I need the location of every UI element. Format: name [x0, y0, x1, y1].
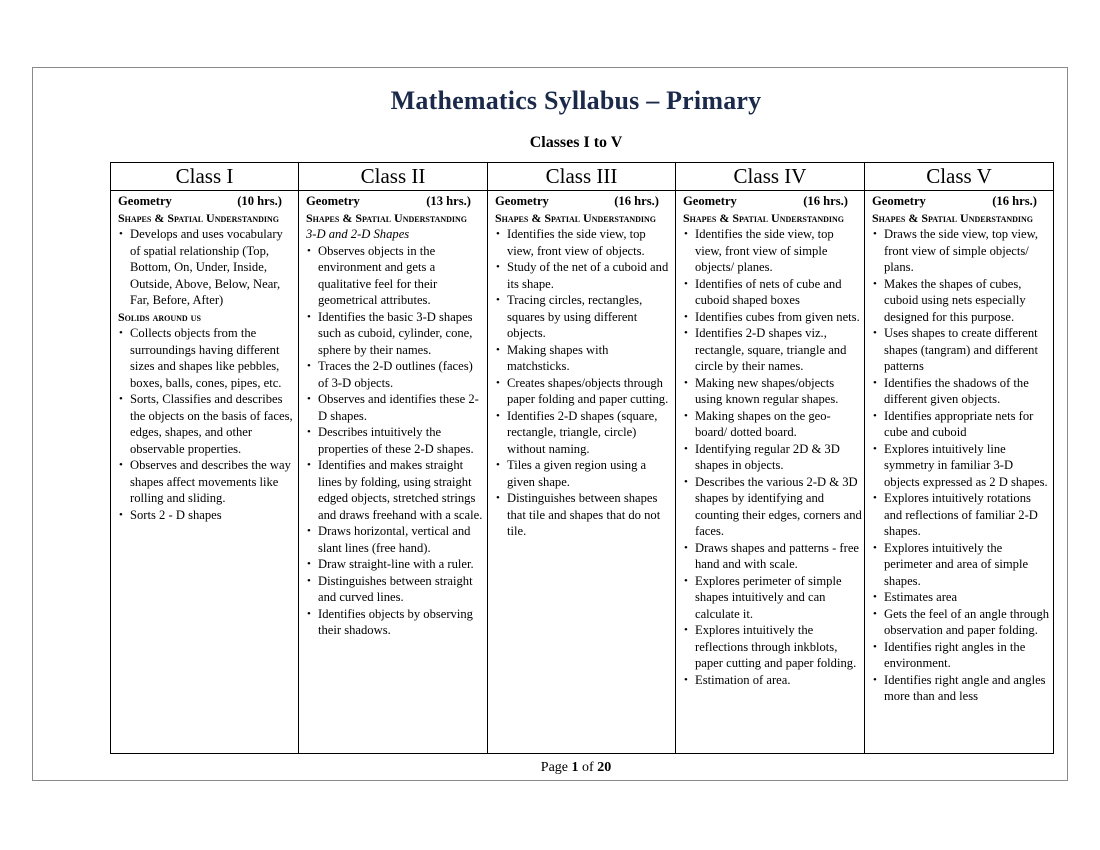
- topic-hours: (16 hrs.): [992, 194, 1037, 208]
- topic-heading: [306, 193, 485, 210]
- section-heading: Shapes & Spatial Understanding: [118, 210, 280, 225]
- outcome-item: • Draws horizontal, vertical and slant lines (free hand).: [306, 523, 485, 556]
- section-heading: Shapes & Spatial Understanding: [872, 210, 1034, 225]
- outcome-item: • Uses shapes to create different shapes (tangram) and different patterns: [872, 325, 1051, 375]
- outcome-item: • Traces the 2-D outlines (faces) of 3-D objects.: [306, 358, 485, 391]
- column-cell: [865, 191, 1054, 754]
- outcome-item: • Study of the net of a cuboid and its shape.: [495, 259, 673, 292]
- topic-name: Geometry: [118, 194, 172, 208]
- section-heading: Shapes & Spatial Understanding: [495, 210, 657, 225]
- outcome-item: • Explores intuitively the reflections through inkblots, paper cutting and paper folding.: [683, 622, 862, 672]
- section-heading: Shapes & Spatial Understanding: [306, 210, 468, 225]
- column-header: Class III: [488, 163, 676, 191]
- outcome-item: • Observes objects in the environment and gets a qualitative feel for their geometrical attributes.: [306, 243, 485, 309]
- outcome-item: • Identifies right angle and angles more than and less: [872, 672, 1051, 705]
- outcome-item: • Identifying regular 2D & 3D shapes in objects.: [683, 441, 862, 474]
- topic-name: Geometry: [872, 194, 926, 208]
- topic-hours: (16 hrs.): [803, 194, 848, 208]
- page-footer: [0, 760, 1100, 776]
- column-header: Class II: [299, 163, 488, 191]
- header-row: [111, 163, 1054, 191]
- outcome-item: • Making shapes with matchsticks.: [495, 342, 673, 375]
- outcome-list: [118, 226, 296, 309]
- outcome-item: • Describes intuitively the properties of these 2-D shapes.: [306, 424, 485, 457]
- outcome-item: • Tiles a given region using a given shape.: [495, 457, 673, 490]
- outcome-item: • Describes the various 2-D & 3D shapes by identifying and counting their edges, corners and faces.: [683, 474, 862, 540]
- outcome-list: [306, 243, 485, 639]
- outcome-list: [683, 226, 862, 688]
- outcome-item: • Identifies and makes straight lines by folding, using straight edged objects, stretched strings and draws freehand with a scale.: [306, 457, 485, 523]
- outcome-list: [872, 226, 1051, 705]
- outcome-item: • Estimates area: [872, 589, 1051, 606]
- content-row: [111, 191, 1054, 754]
- outcome-item: • Explores intuitively rotations and reflections of familiar 2-D shapes.: [872, 490, 1051, 540]
- outcome-item: • Identifies right angles in the environment.: [872, 639, 1051, 672]
- outcome-item: • Identifies objects by observing their shadows.: [306, 606, 485, 639]
- outcome-item: • Identifies cubes from given nets.: [683, 309, 862, 326]
- section-subheading: 3-D and 2-D Shapes: [306, 227, 410, 241]
- outcome-item: • Gets the feel of an angle through observation and paper folding.: [872, 606, 1051, 639]
- section-heading: Shapes & Spatial Understanding: [683, 210, 845, 225]
- topic-heading: [495, 193, 673, 210]
- topic-name: Geometry: [306, 194, 360, 208]
- column-header: Class V: [865, 163, 1054, 191]
- outcome-item: • Identifies appropriate nets for cube and cuboid: [872, 408, 1051, 441]
- column-cell: [111, 191, 299, 754]
- outcome-list: [118, 325, 296, 523]
- outcome-item: • Explores intuitively the perimeter and area of simple shapes.: [872, 540, 1051, 590]
- outcome-item: • Distinguishes between straight and curved lines.: [306, 573, 485, 606]
- topic-name: Geometry: [495, 194, 549, 208]
- column-header: Class I: [111, 163, 299, 191]
- page-current: 1: [571, 760, 579, 775]
- outcome-item: • Makes the shapes of cubes, cuboid using nets especially designed for this purpose.: [872, 276, 1051, 326]
- outcome-item: • Distinguishes between shapes that tile and shapes that do not tile.: [495, 490, 673, 540]
- outcome-item: • Draw straight-line with a ruler.: [306, 556, 485, 573]
- outcome-item: • Draws shapes and patterns - free hand and with scale.: [683, 540, 862, 573]
- outcome-item: • Explores intuitively line symmetry in familiar 3-D objects expressed as 2 D shapes.: [872, 441, 1051, 491]
- column-cell: [676, 191, 865, 754]
- outcome-item: • Identifies the basic 3-D shapes such as cuboid, cylinder, cone, sphere by their names.: [306, 309, 485, 359]
- topic-heading: [118, 193, 296, 210]
- outcome-item: • Identifies of nets of cube and cuboid shaped boxes: [683, 276, 862, 309]
- outcome-list: [495, 226, 673, 540]
- column-header: Class IV: [676, 163, 865, 191]
- topic-hours: (10 hrs.): [237, 194, 282, 208]
- syllabus-table: [110, 162, 1054, 754]
- section-heading: Solids around us: [118, 309, 201, 324]
- outcome-item: • Observes and identifies these 2-D shapes.: [306, 391, 485, 424]
- page-label: Page: [540, 760, 572, 775]
- outcome-item: • Sorts 2 - D shapes: [118, 507, 296, 524]
- outcome-item: • Develops and uses vocabulary of spatial relationship (Top, Bottom, On, Under, Inside, Outside, Above, Below, Near, Far, Before, After): [118, 226, 296, 309]
- column-cell: [488, 191, 676, 754]
- outcome-item: • Explores perimeter of simple shapes intuitively and can calculate it.: [683, 573, 862, 623]
- outcome-item: • Observes and describes the way shapes affect movements like rolling and sliding.: [118, 457, 296, 507]
- page-of: of: [578, 760, 598, 775]
- outcome-item: • Sorts, Classifies and describes the objects on the basis of faces, edges, shapes, and other observable properties.: [118, 391, 296, 457]
- outcome-item: • Identifies 2-D shapes viz., rectangle, square, triangle and circle by their names.: [683, 325, 862, 375]
- topic-heading: [872, 193, 1051, 210]
- outcome-item: • Tracing circles, rectangles, squares by using different objects.: [495, 292, 673, 342]
- outcome-item: • Estimation of area.: [683, 672, 862, 689]
- page-title: Mathematics Syllabus – Primary: [390, 86, 762, 115]
- topic-heading: [683, 193, 862, 210]
- outcome-item: • Identifies the shadows of the different given objects.: [872, 375, 1051, 408]
- outcome-item: • Draws the side view, top view, front view of simple objects/ plans.: [872, 226, 1051, 276]
- outcome-item: • Identifies 2-D shapes (square, rectangle, triangle, circle) without naming.: [495, 408, 673, 458]
- outcome-item: • Creates shapes/objects through paper folding and paper cutting.: [495, 375, 673, 408]
- column-cell: [299, 191, 488, 754]
- page-subtitle: Classes I to V: [529, 134, 623, 151]
- topic-name: Geometry: [683, 194, 737, 208]
- outcome-item: • Making shapes on the geo-board/ dotted board.: [683, 408, 862, 441]
- outcome-item: • Making new shapes/objects using known regular shapes.: [683, 375, 862, 408]
- outcome-item: • Identifies the side view, top view, front view of simple objects/ planes.: [683, 226, 862, 276]
- topic-hours: (13 hrs.): [426, 194, 471, 208]
- page-total: 20: [597, 760, 612, 775]
- outcome-item: • Collects objects from the surroundings having different sizes and shapes like pebbles, boxes, balls, cones, pipes, etc.: [118, 325, 296, 391]
- outcome-item: • Identifies the side view, top view, front view of objects.: [495, 226, 673, 259]
- topic-hours: (16 hrs.): [614, 194, 659, 208]
